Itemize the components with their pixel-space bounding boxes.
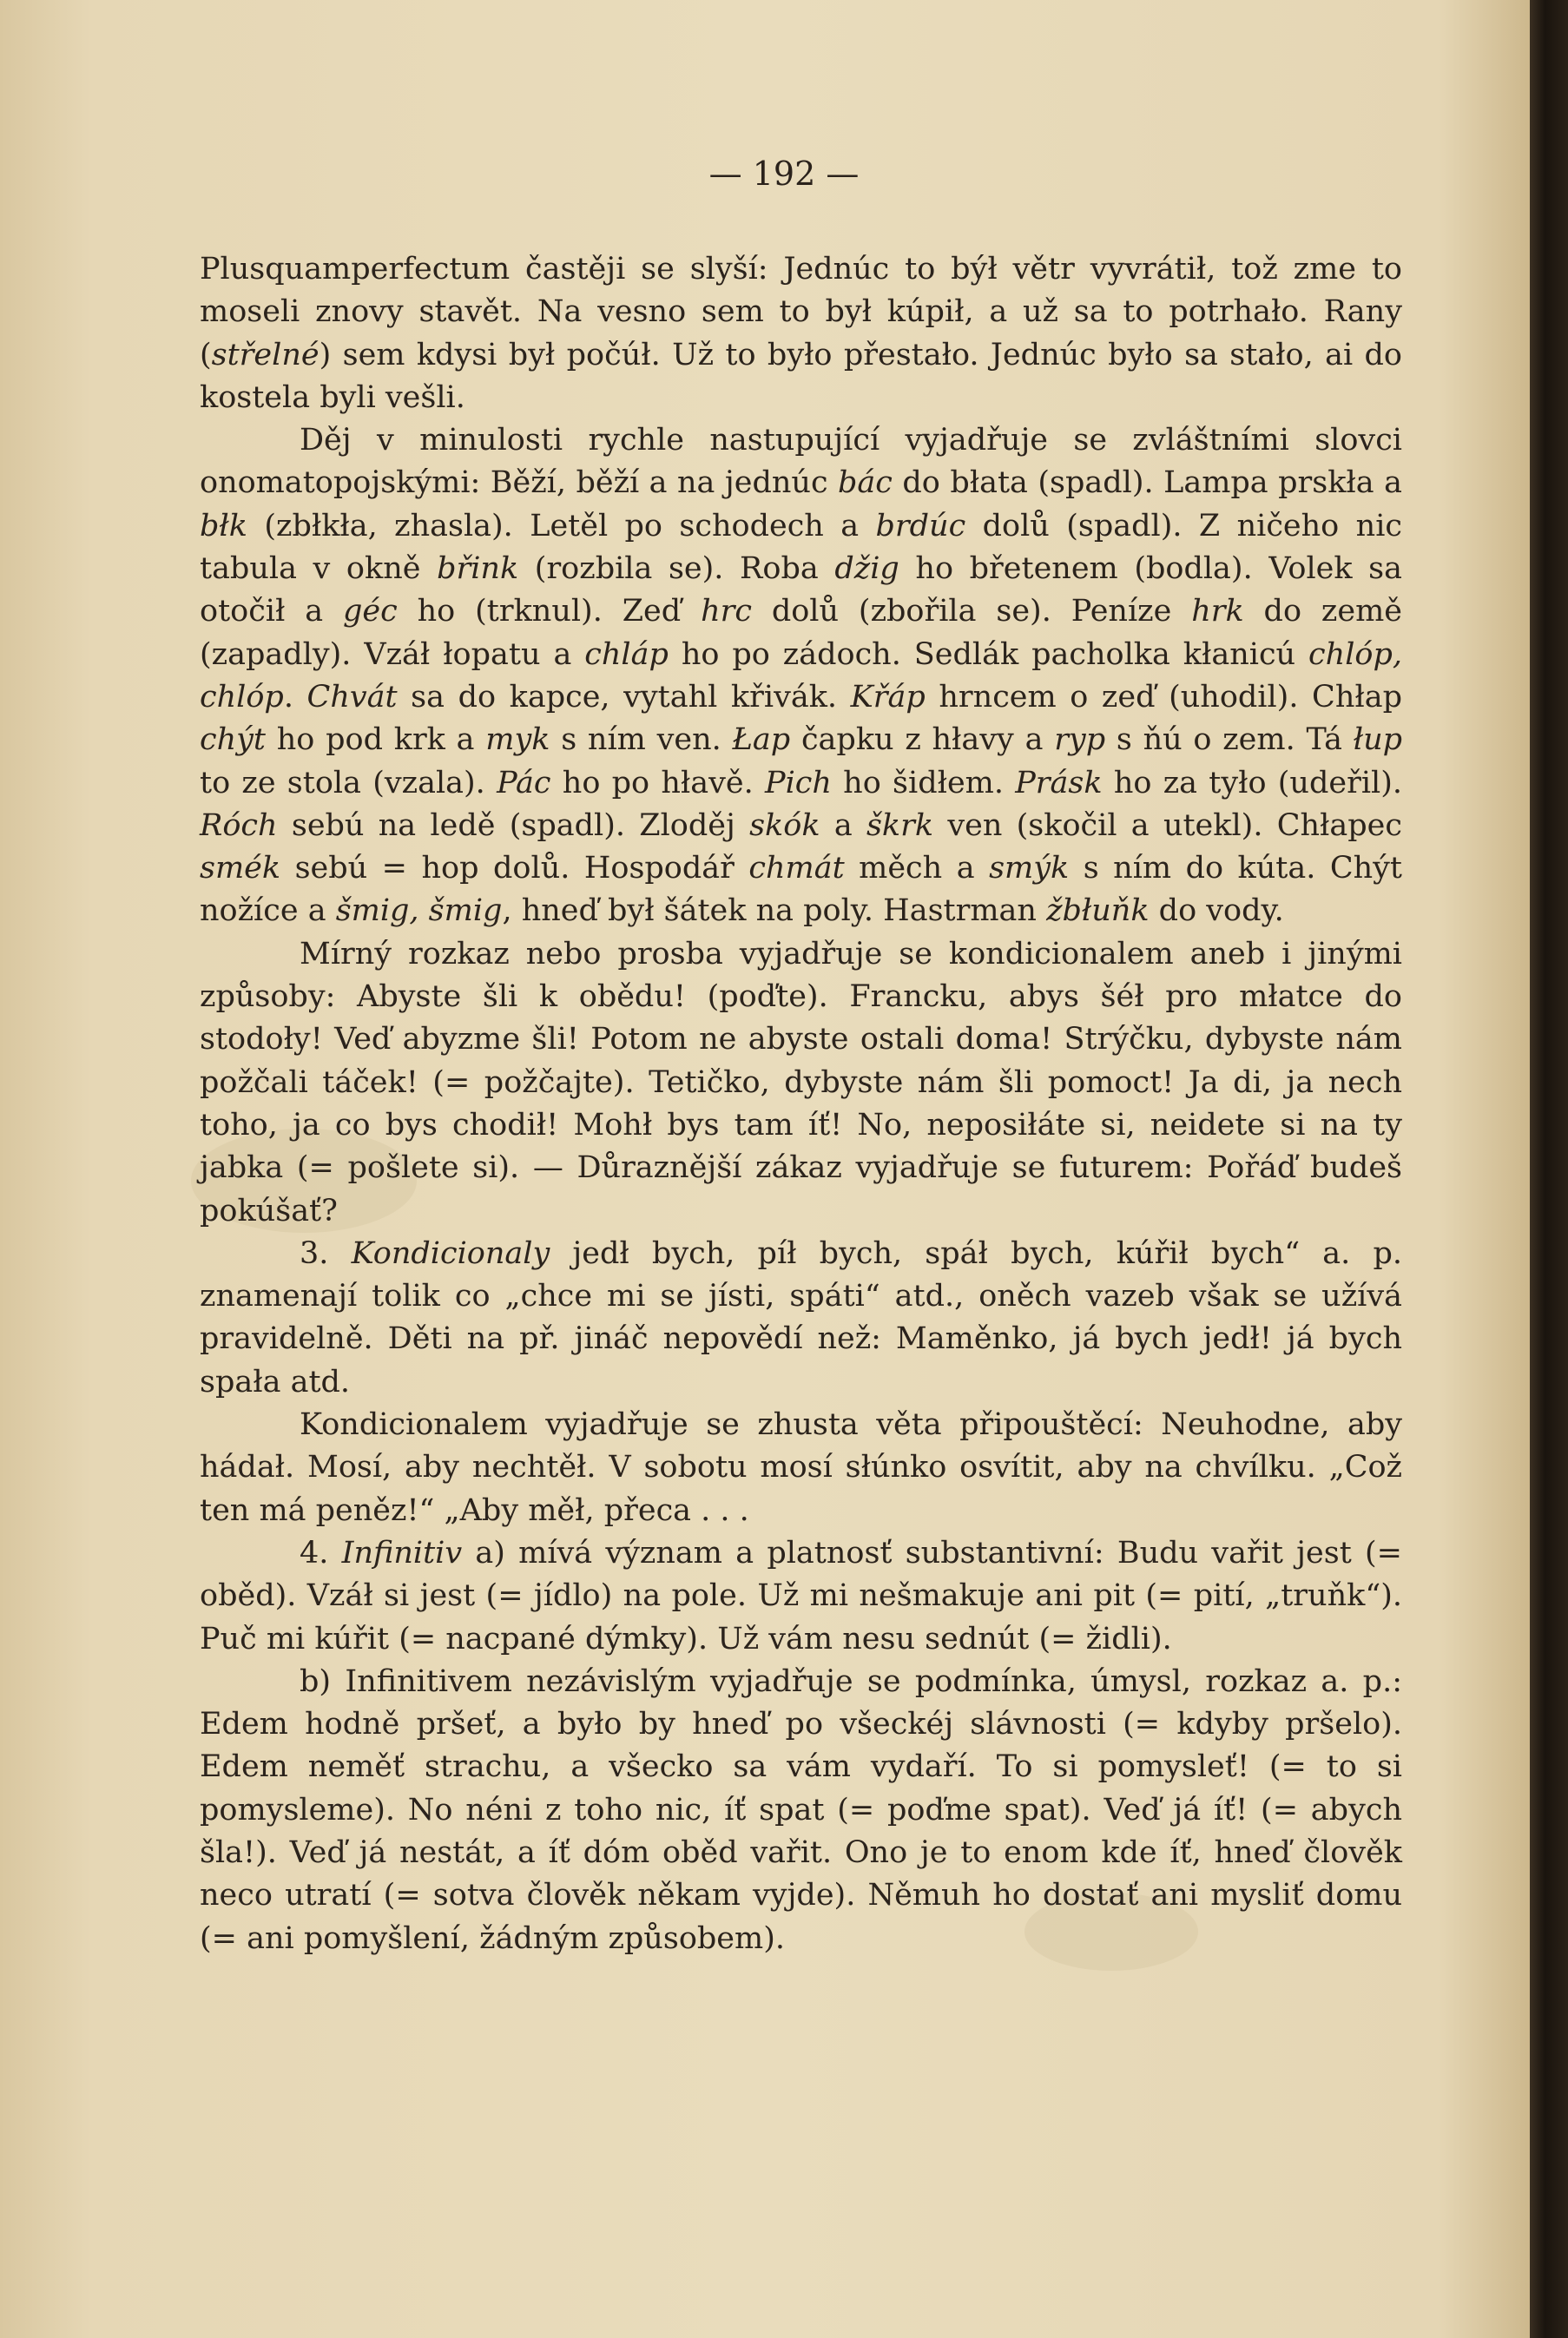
- text-run: b) Infinitivem nezávislým vyjadřuje se podmínka, úmysl, rozkaz a. p.: Edem hodně pršeť, a było by hneď po všeckéj slávnosti (= kdyby pršelo). Edem neměť strachu, a všecko sa vám vydaří. To si pomysleť! (= to si pomysleme). No néni z toho nic, íť spat (= poďme spat). Veď já íť! (= abych šla!). Veď já nestát, a íť dóm oběd vařit. Ono je to enom kde íť, hneď člověk neco utratí (= sotva člověk někam vyjde). Němuh ho dostať ani mysliť domu (= ani pomyšlení, žádným způsobem).: [200, 1663, 1402, 1956]
- text-run: 3.: [300, 1235, 352, 1271]
- paragraph: [200, 1661, 1402, 1960]
- text-run: sebú na ledě (spadl). Zloděj: [277, 807, 750, 843]
- italic-word: šmig, šmig: [335, 893, 503, 929]
- italic-word: Róch: [200, 807, 278, 843]
- text-run: ho břetenem (bodla). Volek sa otočił a: [200, 551, 1403, 629]
- italic-word: chlóp, chlóp: [200, 636, 1402, 715]
- text-run: ho po hłavě.: [550, 765, 766, 800]
- italic-word: Łap: [732, 722, 791, 758]
- text-run: s ňú o zem. Tá: [1105, 722, 1354, 758]
- italic-word: Prásk: [1015, 765, 1103, 800]
- text-run: Děj v minulosti rychle nastupující vyjadřuje se zvláštními slovci onomatopojskými: Běží, běží a na jednúc: [200, 423, 1402, 501]
- text-run: jedł bych, píł bych, spáł bych, kúřił bych“ a. p. znamenají tolik co „chce mi se jísti, spáti“ atd., oněch vazeb však se užívá pravidelně. Děti na př. jináč nepovědí než: Maměnko, já bych jedł! já bych spała atd.: [200, 1235, 1402, 1400]
- italic-word: škrk: [866, 807, 934, 843]
- text-run: a: [820, 807, 866, 843]
- text-run: čapku z hłavy a: [790, 722, 1055, 758]
- italic-word: smýk: [989, 851, 1070, 886]
- italic-word: myk: [485, 722, 550, 758]
- text-run: do vody.: [1149, 893, 1284, 929]
- text-run: (rozbila se). Roba: [518, 551, 835, 587]
- text-run: , hneď był šátek na poly. Hastrman: [502, 893, 1047, 929]
- text-run: .: [283, 679, 307, 715]
- paragraph: [200, 248, 1402, 419]
- text-run: s ním do kúta. Chýt nožíce a: [200, 851, 1403, 929]
- italic-word: skók: [749, 807, 820, 843]
- italic-word: Infinitiv: [341, 1535, 463, 1571]
- text-run: Mírný rozkaz nebo prosba vyjadřuje se kondicionalem aneb i jinými způsoby: Abyste šli k obědu! (poďte). Francku, abys šéł pro młatce do stodoły! Veď abyzme šli! Potom ne abyste ostali doma! Strýčku, dybyste nám požčali táček! (= požčajte). Tetičko, dybyste nám šli pomoct! Ja di, ja nech toho, ja co bys chodił! Mohł bys tam íť! No, neposiłáte si, neidete si na ty jabka (= pošlete si). — Důraznější zákaz vyjadřuje se futurem: Pořáď budeš pokúšať?: [200, 936, 1402, 1228]
- text-run: ho (trknul). Zeď: [397, 594, 702, 629]
- text-run: ven (skočil a utekl). Chłapec: [933, 807, 1402, 843]
- paragraph: [200, 1404, 1402, 1532]
- page-number: — 192 —: [708, 155, 860, 193]
- italic-word: brdúc: [875, 508, 966, 543]
- book-spine-edge: [1530, 0, 1568, 2338]
- italic-word: chýt: [200, 722, 266, 758]
- text-run: ho za tyło (udeřil).: [1102, 765, 1402, 800]
- body-text: [200, 248, 1402, 1960]
- italic-word: Křáp: [850, 679, 926, 715]
- italic-word: smék: [200, 851, 281, 886]
- italic-word: łup: [1353, 722, 1403, 758]
- text-run: (zbłkła, zhasla). Letěl po schodech a: [247, 508, 876, 543]
- text-run: Plusquamperfectum častěji se slyší: Jednúc to býł větr vyvrátił, tož zme to moseli znovy stavět. Na vesno sem to był kúpił, a už sa to potrhało. Rany (: [200, 252, 1402, 372]
- text-run: měch a: [844, 851, 990, 886]
- italic-word: błk: [200, 508, 247, 543]
- italic-word: Chvát: [306, 679, 398, 715]
- italic-word: chmát: [748, 851, 845, 886]
- text-run: 4.: [300, 1535, 342, 1571]
- text-run: hrncem o zeď (uhodil). Chłap: [925, 679, 1402, 715]
- paragraph: [200, 419, 1402, 933]
- italic-word: ryp: [1054, 722, 1106, 758]
- text-run: sa do kapce, vytahl křivák.: [397, 679, 851, 715]
- italic-word: bác: [838, 465, 893, 501]
- text-run: s ním ven.: [550, 722, 733, 758]
- text-run: do země (zapadly). Vzáł łopatu a: [200, 594, 1402, 672]
- italic-word: břink: [437, 551, 519, 587]
- text-run: dolů (spadl). Z ničeho nic tabula v okně: [200, 508, 1402, 587]
- italic-word: Pich: [765, 765, 832, 800]
- italic-word: žbłuňk: [1046, 893, 1150, 929]
- italic-word: Pác: [497, 765, 551, 800]
- text-run: to ze stola (vzala).: [200, 765, 497, 800]
- italic-word: Kondicionaly: [351, 1235, 550, 1271]
- text-run: ho pod krk a: [265, 722, 486, 758]
- text-run: ho po zádoch. Sedlák pacholka kłanicú: [668, 636, 1309, 672]
- text-run: dolů (zbořila se). Peníze: [751, 594, 1192, 629]
- text-run: a) mívá význam a platnosť substantivní: Budu vařit jest (= oběd). Vzáł si jest (= jídlo) na pole. Už mi nešmakuje ani pit (= pití, „truňk“). Puč mi kúřit (= nacpané dýmky). Už vám nesu sednút (= židli).: [200, 1535, 1402, 1656]
- text-run: ho šidłem.: [831, 765, 1016, 800]
- italic-word: géc: [343, 594, 398, 629]
- italic-word: hrk: [1191, 594, 1244, 629]
- paragraph: [200, 933, 1402, 1233]
- text-run: Kondicionalem vyjadřuje se zhusta věta připouštěcí: Neuhodne, aby hádał. Mosí, aby nechtěł. V sobotu mosí słúnko osvítit, aby na chvílku. „Což ten má peněz!“ „Aby měł, přeca . . .: [200, 1407, 1402, 1528]
- text-run: ) sem kdysi był počúł. Už to było přestało. Jednúc było sa stało, ai do kostela byli vešli.: [200, 337, 1402, 415]
- italic-word: hrc: [701, 594, 752, 629]
- italic-word: střelné: [211, 337, 320, 372]
- text-run: sebú = hop dolů. Hospodář: [280, 851, 749, 886]
- paragraph: [200, 1532, 1402, 1661]
- paragraph: [200, 1233, 1402, 1404]
- italic-word: džig: [834, 551, 899, 587]
- italic-word: chláp: [584, 636, 669, 672]
- text-run: do błata (spadl). Lampa prskła a: [892, 465, 1402, 501]
